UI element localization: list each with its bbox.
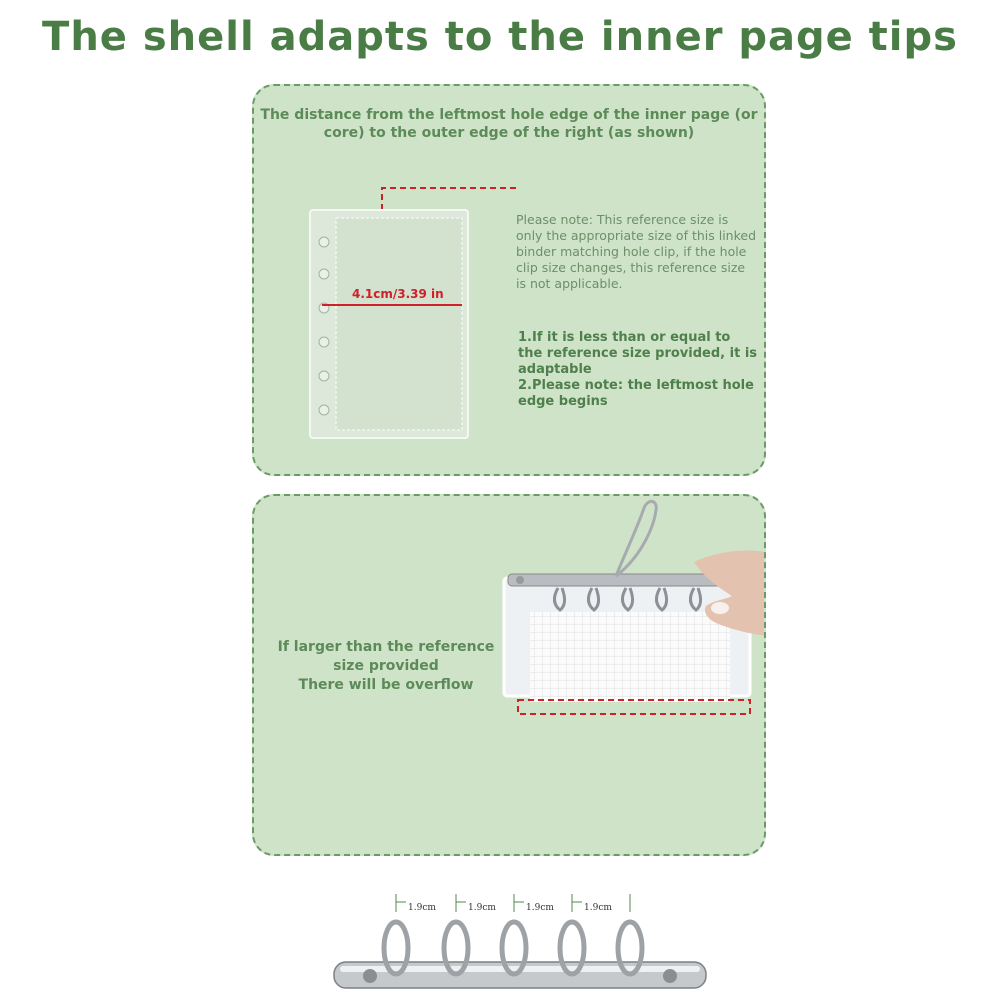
measurement-label: 4.1cm/3.39 in [352,287,444,301]
reference-note: Please note: This reference size is only the appropriate size of this linked binder matching hole clip, if the hole clip size changes, this reference size is not applicable. [516,212,757,291]
panel-heading: The distance from the leftmost hole edge of the inner page (or core) to the outer edge of the right (as shown) [260,107,758,141]
inner-page-core [336,218,462,430]
overflow-line: size provided [333,658,439,674]
spacing-label: 1.9cm [526,903,554,913]
hole-icon [319,337,329,347]
screw-icon [516,576,524,584]
overflow-line: There will be overflow [298,677,474,693]
strap-loop [616,501,656,576]
hole-icon [319,405,329,415]
step-item: 2.Please note: the leftmost hole edge begins [518,378,754,409]
spacing-label: 1.9cm [408,903,436,913]
overflow-line: If larger than the reference [277,639,495,655]
step-item: 1.If it is less than or equal to the reference size provided, it is adaptable [518,330,758,377]
spacing-label: 1.9cm [468,903,496,913]
spacing-label: 1.9cm [584,903,612,913]
overflow-panel [252,494,766,856]
grid-lines [530,612,730,702]
steps-list [518,330,758,410]
overflow-indicator [518,700,750,714]
hole-icon [319,269,329,279]
binder-photo [254,496,764,854]
reference-size-panel [252,84,766,476]
page-title: The shell adapts to the inner page tips [42,14,958,60]
fingernail [711,602,729,614]
rivet-icon [363,969,377,983]
hole-icon [319,371,329,381]
binder-clip-diagram [320,886,720,998]
hole-icon [319,237,329,247]
rivet-icon [663,969,677,983]
